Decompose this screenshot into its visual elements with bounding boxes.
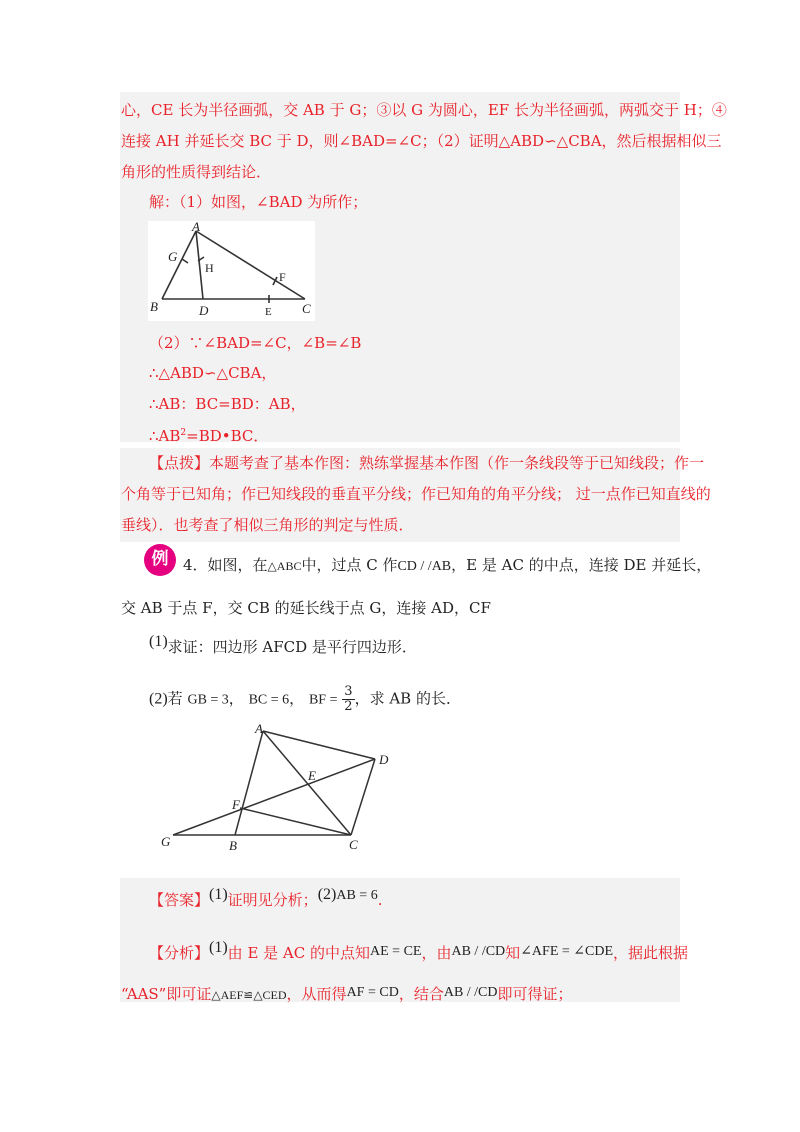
- example-part-1: (1)求证：四边形 AFCD 是平行四边形．: [149, 633, 417, 656]
- proof-line-1: （2）∵∠BAD=∠C，∠B=∠B: [149, 334, 362, 352]
- fig2-label-E: E: [308, 768, 316, 783]
- fig1-label-H: H: [205, 261, 214, 275]
- figure-2-parallelogram: [155, 722, 400, 858]
- solution-line-2: 连接 AH 并延长交 BC 于 D，则∠BAD=∠C；（2）证明△ABD∽△CBA，然后根据相似三: [121, 132, 722, 150]
- solution-line-1: 心，CE 长为半径画弧，交 AB 于 G；③以 G 为圆心，EF 长为半径画弧，两弧交于 H；④: [121, 101, 727, 119]
- answer-label: 【答案】: [149, 891, 210, 909]
- example-question-line-1: 4．如图，在△ABC中，过点 C 作CD / /AB，E 是 AC 的中点，连接 DE 并延长，: [183, 556, 712, 574]
- fig2-label-F: F: [232, 797, 240, 812]
- proof-line-4: $\therefore AB^2=BD•BC$．: [149, 427, 269, 445]
- analysis-line-2: “AAS”即可证△AEF≌△CED，从而得AF = CD，结合AB / /CD即可得证；: [121, 985, 573, 1003]
- fig1-label-B: B: [150, 299, 158, 314]
- tip-line-3: 垂线）．也考查了相似三角形的判定与性质．: [121, 516, 414, 534]
- fig1-label-D: D: [199, 303, 209, 318]
- example-question-line-2: 交 AB 于点 F，交 CB 的延长线于点 G，连接 AD，CF: [121, 599, 491, 617]
- fig1-label-E: E: [265, 306, 272, 318]
- tip-line-1: 【点拨】本题考查了基本作图：熟练掌握基本作图（作一条线段等于已知线段；作一: [149, 454, 705, 472]
- fig2-label-B: B: [229, 838, 237, 853]
- proof-line-2: ∴△ABD∽△CBA，: [149, 364, 277, 382]
- analysis-label: 【分析】: [149, 944, 210, 962]
- fig1-label-G: G: [168, 249, 178, 264]
- figure-1-triangle: [148, 221, 315, 321]
- fig2-label-C: C: [349, 837, 358, 852]
- fig2-label-A: A: [255, 722, 263, 736]
- fig1-label-C: C: [302, 301, 311, 316]
- example-part-2: (2)若 GB = 3， BC = 6， BF = $\frac{3}{2}$ ，求 AB 的长．: [149, 684, 461, 714]
- answer-line: 【答案】(1)证明见分析；(2)AB = 6.: [149, 886, 383, 909]
- tip-line-2: 个角等于已知角；作已知线段的垂直平分线；作已知角的角平分线； 过一点作已知直线的: [121, 485, 711, 503]
- tip-label: 【点拨】: [149, 454, 210, 472]
- fig1-label-A: A: [192, 221, 200, 234]
- analysis-line-1: 【分析】(1)由 E 是 AC 的中点知AE = CE，由AB / /CD知∠AFE = ∠CDE，据此根据: [149, 939, 689, 962]
- fraction-bf: $\frac{3}{2}$: [344, 684, 353, 714]
- example-badge-icon: 例: [144, 544, 176, 576]
- fig2-label-G: G: [161, 834, 171, 849]
- proof-line-3: ∴AB：BC=BD：AB，: [149, 395, 306, 413]
- fig1-label-F: F: [279, 270, 286, 284]
- solution-line-3: 角形的性质得到结论．: [121, 163, 272, 181]
- solution-label: 解：（1）如图，∠BAD 为所作；: [149, 193, 368, 211]
- fig2-label-D: D: [379, 752, 389, 767]
